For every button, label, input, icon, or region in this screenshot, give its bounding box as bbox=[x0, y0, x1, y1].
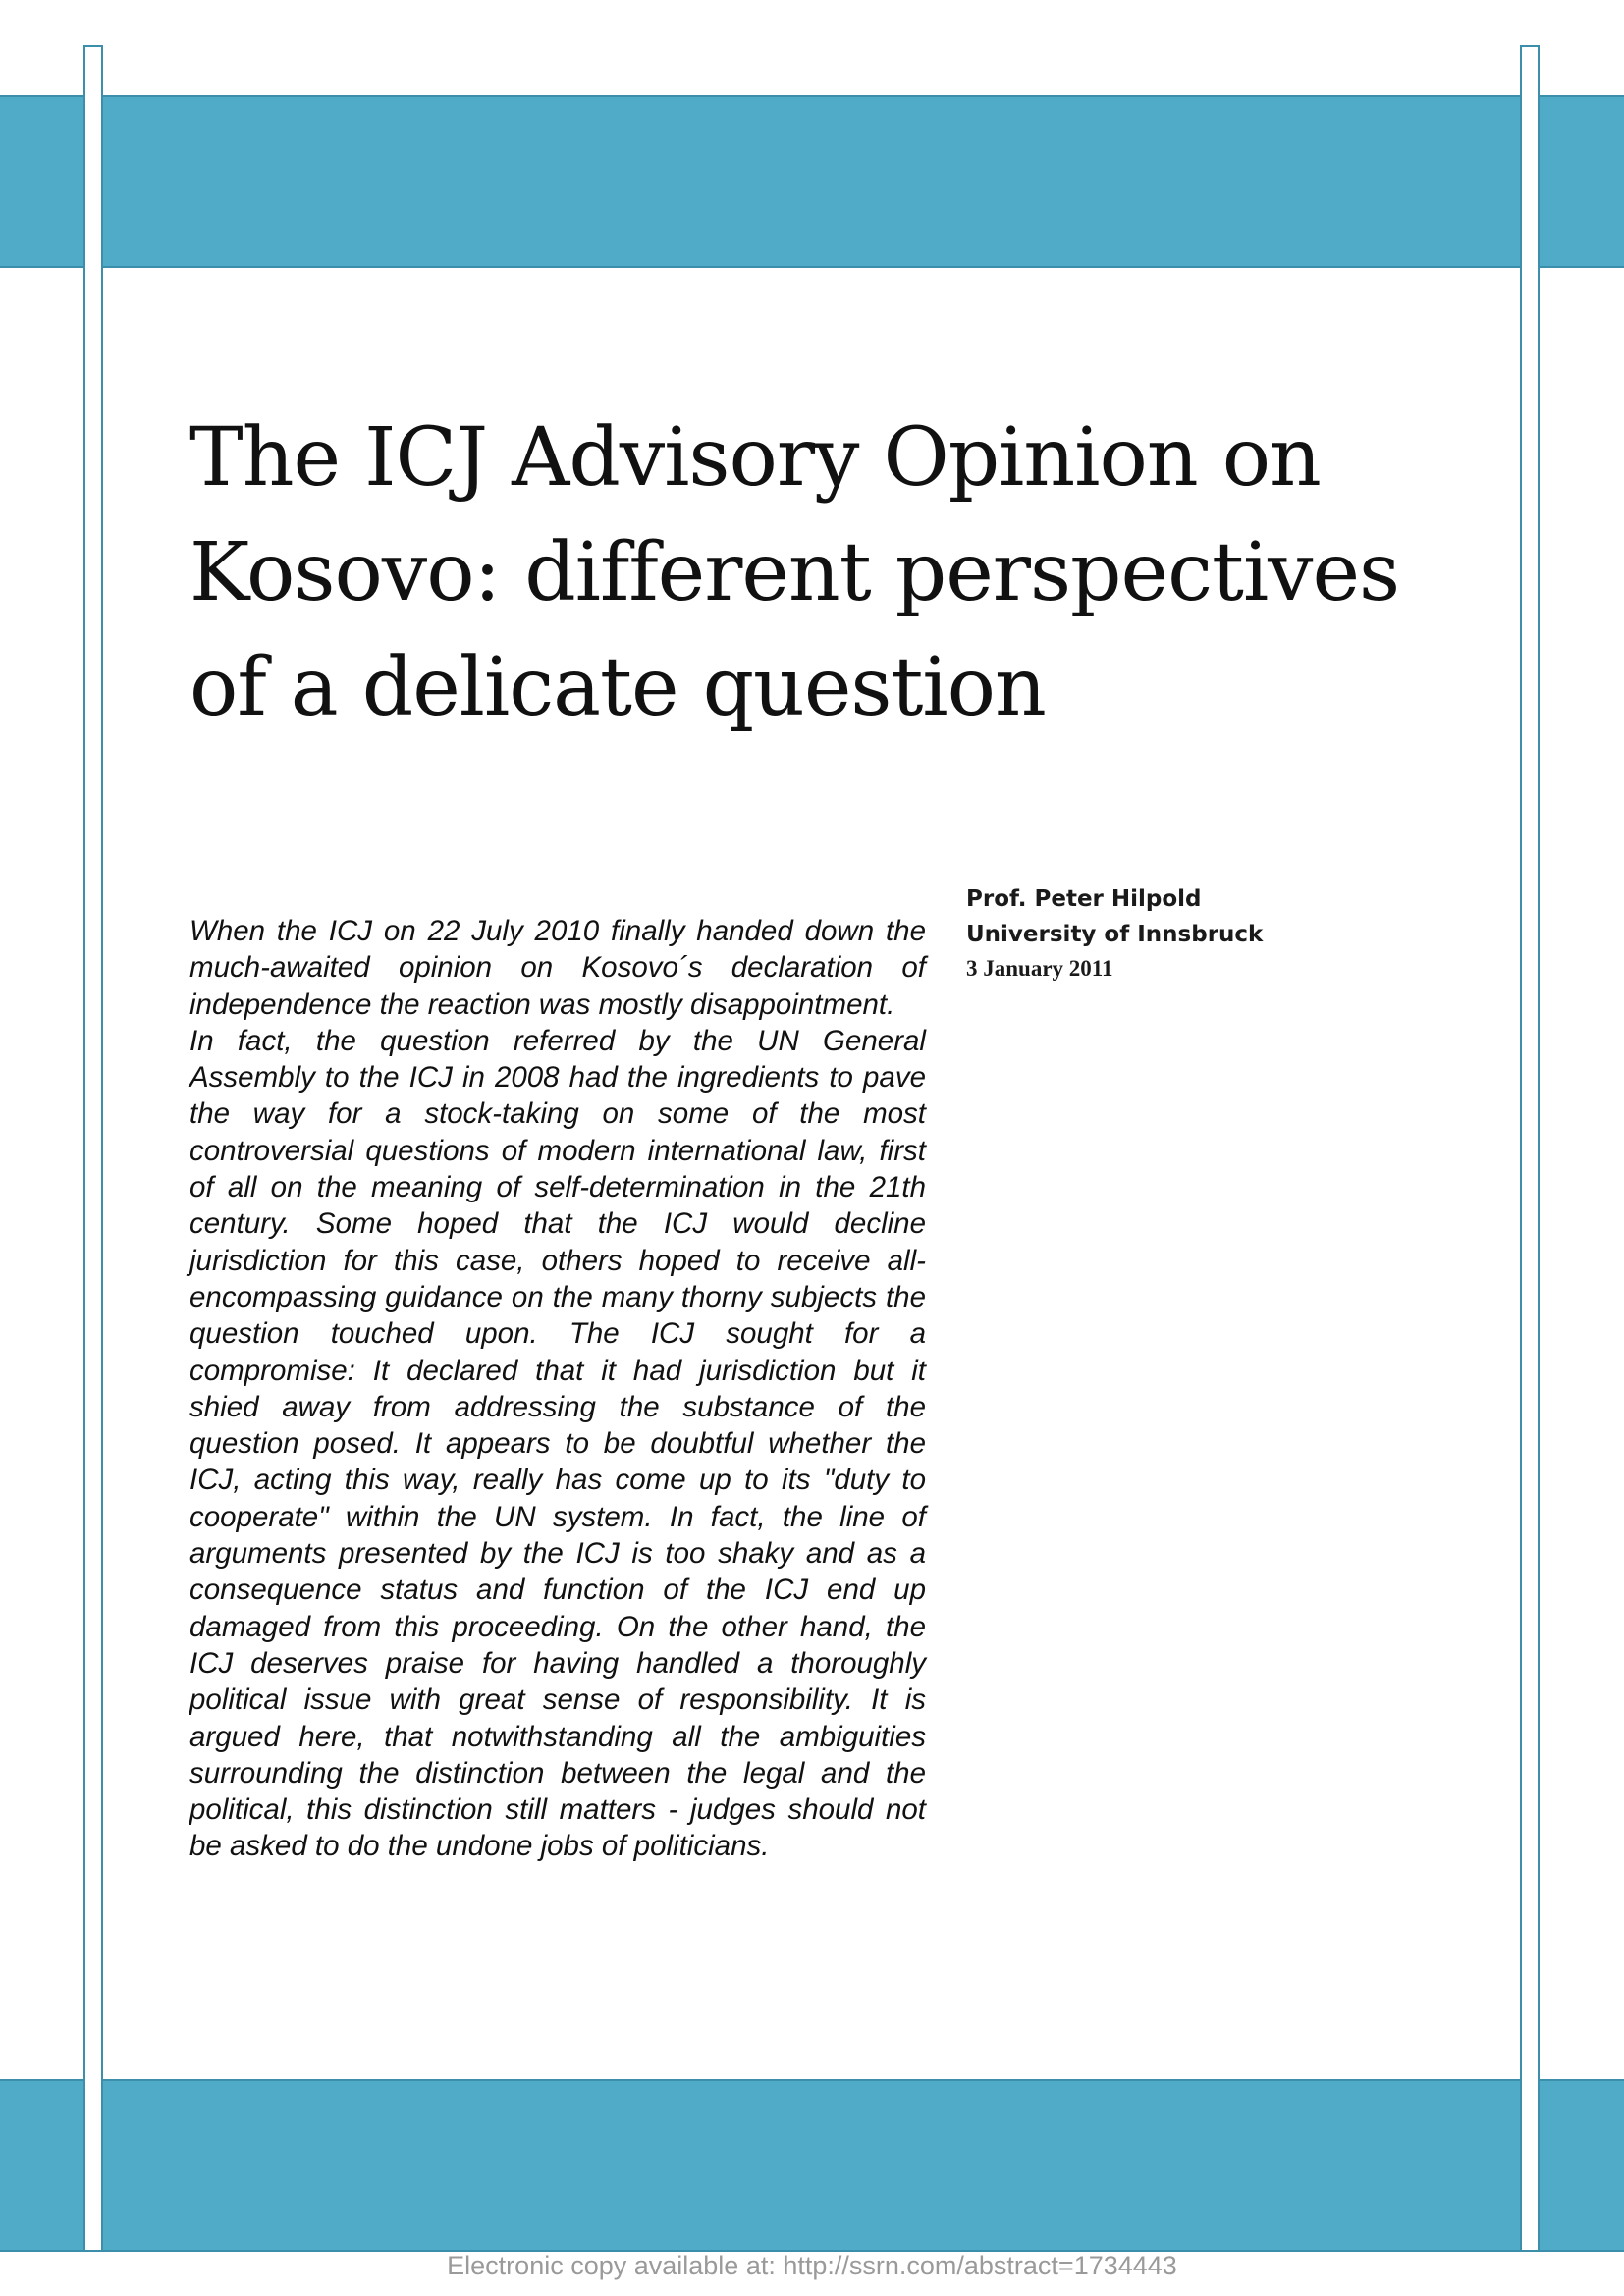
abstract-paragraph-1: When the ICJ on 22 July 2010 finally handed down the much-awaited opinion on Kosovo´s declaration of independence the reaction was mostly disappointment. bbox=[189, 915, 926, 1021]
right-decorative-rule bbox=[1520, 45, 1540, 2252]
abstract bbox=[189, 913, 926, 1865]
left-decorative-rule bbox=[83, 45, 103, 2252]
title-line-1: The ICJ Advisory Opinion on bbox=[189, 411, 1321, 505]
title-line-2: Kosovo: different perspectives bbox=[189, 526, 1400, 619]
document-title bbox=[189, 400, 1456, 745]
bottom-decorative-band bbox=[0, 2079, 1624, 2252]
author-block bbox=[966, 881, 1359, 986]
author-affiliation: University of Innsbruck bbox=[966, 922, 1264, 947]
publication-date: 3 January 2011 bbox=[966, 956, 1113, 981]
abstract-paragraph-2: In fact, the question referred by the UN General Assembly to the ICJ in 2008 had the ingredients to pave the way for a stock-taking on some of the most controversial questions of modern international law, first of all on the meaning of self-determination in the 21th century. Some hoped that the ICJ would decline jurisdiction for this case, others hoped to receive all-encompassing guidance on the many thorny subjects the question touched upon. The ICJ sought for a compromise: It declared that it had jurisdiction but it shied away from addressing the substance of the question posed. It appears to be doubtful whether the ICJ, acting this way, really has come up to its "duty to cooperate" within the UN system. In fact, the line of arguments presented by the ICJ is too shaky and as a consequence status and function of the ICJ end up damaged from this proceeding. On the other hand, the ICJ deserves praise for having handled a thoroughly political issue with great sense of responsibility. It is argued here, that notwithstanding all the ambiguities surrounding the distinction between the legal and the political, this distinction still matters - judges should not be asked to do the undone jobs of politicians. bbox=[189, 1024, 926, 1863]
footer-ssrn-notice: Electronic copy available at: http://ssrn.com/abstract=1734443 bbox=[447, 2251, 1177, 2280]
author-name: Prof. Peter Hilpold bbox=[966, 886, 1202, 912]
title-line-3: of a delicate question bbox=[189, 641, 1046, 734]
top-decorative-band bbox=[0, 95, 1624, 268]
